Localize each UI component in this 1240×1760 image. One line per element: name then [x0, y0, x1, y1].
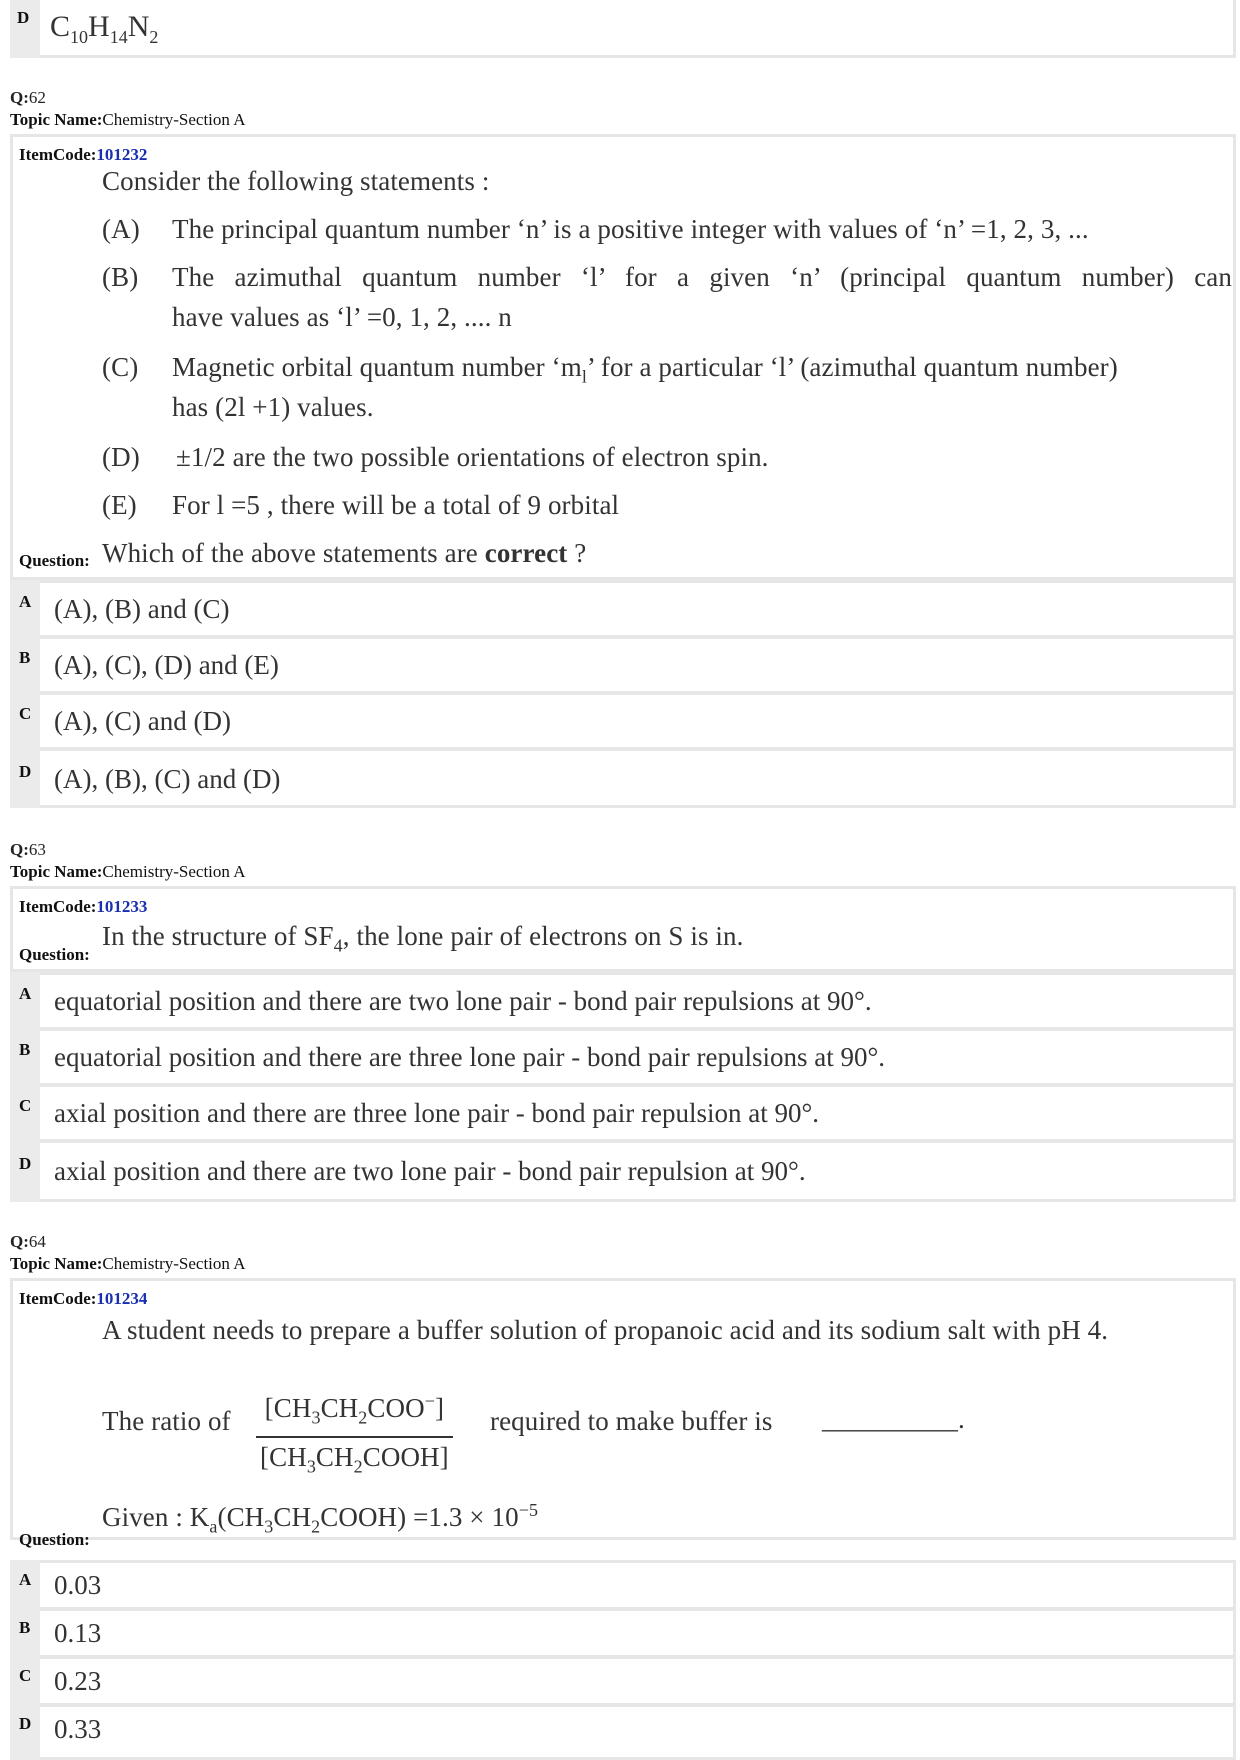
option-letter: A — [19, 984, 32, 1003]
q64-option-c[interactable] — [10, 1656, 1236, 1706]
option-text: (A), (C), (D) and (E) — [54, 650, 279, 680]
q64-ratio-fraction: $[CH_3CH_2COO^-]$ $[CH_3CH_2COOH]$ — [256, 1382, 453, 1486]
q62-statement-e-tag: (E) — [102, 490, 137, 520]
option-text: axial position and there are two lone pair - bond pair repulsion at 90°. — [54, 1156, 806, 1186]
option-letter: C — [19, 1096, 32, 1115]
q62-statement-b-line2: have values as ‘l’ =0, 1, 2, .... n — [172, 302, 512, 332]
q62-statement-c-tag: (C) — [102, 352, 139, 382]
q64-question-label: Question: — [19, 1530, 90, 1549]
q62-statement-c-line2: has (2l +1) values. — [172, 392, 374, 422]
option-letter: C — [19, 704, 32, 723]
q64-itemcode: ItemCode:101234 — [19, 1289, 148, 1308]
q62-statement-b-tag: (B) — [102, 262, 139, 292]
q64-ratio-suffix: required to make buffer is — [490, 1406, 773, 1436]
q62-statement-d-tag: (D) — [102, 442, 140, 472]
option-letter: D — [19, 1714, 32, 1733]
q64-ratio-label: The ratio of — [102, 1406, 231, 1436]
option-text: 0.33 — [54, 1714, 102, 1744]
q63-question-label: Question: — [19, 945, 90, 964]
option-letter: C — [19, 1666, 32, 1685]
option-letter: B — [19, 1040, 31, 1059]
option-letter: B — [19, 1618, 31, 1637]
option-text: 0.23 — [54, 1666, 102, 1696]
option-text: equatorial position and there are three lone pair - bond pair repulsions at 90°. — [54, 1042, 886, 1072]
q64-topic: Topic Name:Chemistry-Section A — [10, 1254, 246, 1273]
q63-topic: Topic Name:Chemistry-Section A — [10, 862, 246, 881]
option-letter: D — [19, 762, 32, 781]
option-text: 0.13 — [54, 1618, 102, 1648]
option-text: equatorial position and there are two lone pair - bond pair repulsions at 90°. — [54, 986, 872, 1016]
q62-number: Q:62 — [10, 88, 46, 107]
option-text: (A), (B), (C) and (D) — [54, 764, 281, 794]
option-letter: A — [19, 1570, 32, 1589]
q63-itemcode: ItemCode:101233 — [19, 897, 148, 916]
prev-option-formula: $C_{10}H_{14}N_2$ — [50, 10, 159, 47]
option-text: axial position and there are three lone pair - bond pair repulsion at 90°. — [54, 1098, 820, 1128]
option-text: (A), (C) and (D) — [54, 706, 231, 736]
option-letter: A — [19, 592, 32, 611]
q64-number: Q:64 — [10, 1232, 46, 1251]
q62-statement-a-tag: (A) — [102, 214, 140, 244]
q62-statement-c-line1: Magnetic orbital quantum number ‘$m_l$’ for a particular ‘l’ (azimuthal quantum number) — [172, 352, 1118, 387]
prev-option-row — [10, 0, 1236, 58]
q62-statement-a: The principal quantum number ‘n’ is a positive integer with values of ‘n’ =1, 2, 3, ... — [172, 214, 1089, 244]
q62-statement-b-line1: The azimuthal quantum number ‘l’ for a given ‘n’ (principal quantum number) can — [172, 262, 1232, 292]
q63-stem: In the structure of $SF_4$, the lone pair of electrons on S is in. — [102, 921, 744, 956]
prev-option-letter: D — [17, 8, 30, 27]
q62-statement-d: ±1/2 are the two possible orientations of electron spin. — [176, 442, 769, 472]
q64-option-b[interactable] — [10, 1608, 1236, 1658]
option-text: 0.03 — [54, 1570, 102, 1600]
q63-number: Q:63 — [10, 840, 46, 859]
q64-given: Given : $K_a(CH_3CH_2COOH) =1.3 \times 10^{-5}$ — [102, 1500, 539, 1537]
q62-topic: Topic Name:Chemistry-Section A — [10, 110, 246, 129]
q62-question-label: Question: — [19, 551, 90, 570]
q62-itemcode: ItemCode:101232 — [19, 145, 148, 164]
q64-answer-blank: __________. — [822, 1404, 965, 1434]
q62-statement-e: For l =5 , there will be a total of 9 orbital — [172, 490, 620, 520]
q62-question-text: Which of the above statements are correct ? — [102, 538, 587, 568]
option-text: (A), (B) and (C) — [54, 594, 230, 624]
q62-intro: Consider the following statements : — [102, 166, 490, 196]
q64-option-d[interactable] — [10, 1704, 1236, 1760]
option-letter: D — [19, 1154, 32, 1173]
option-letter: B — [19, 648, 31, 667]
q64-option-a[interactable] — [10, 1560, 1236, 1610]
q64-stem: A student needs to prepare a buffer solution of propanoic acid and its sodium salt with pH 4. — [102, 1315, 1109, 1345]
